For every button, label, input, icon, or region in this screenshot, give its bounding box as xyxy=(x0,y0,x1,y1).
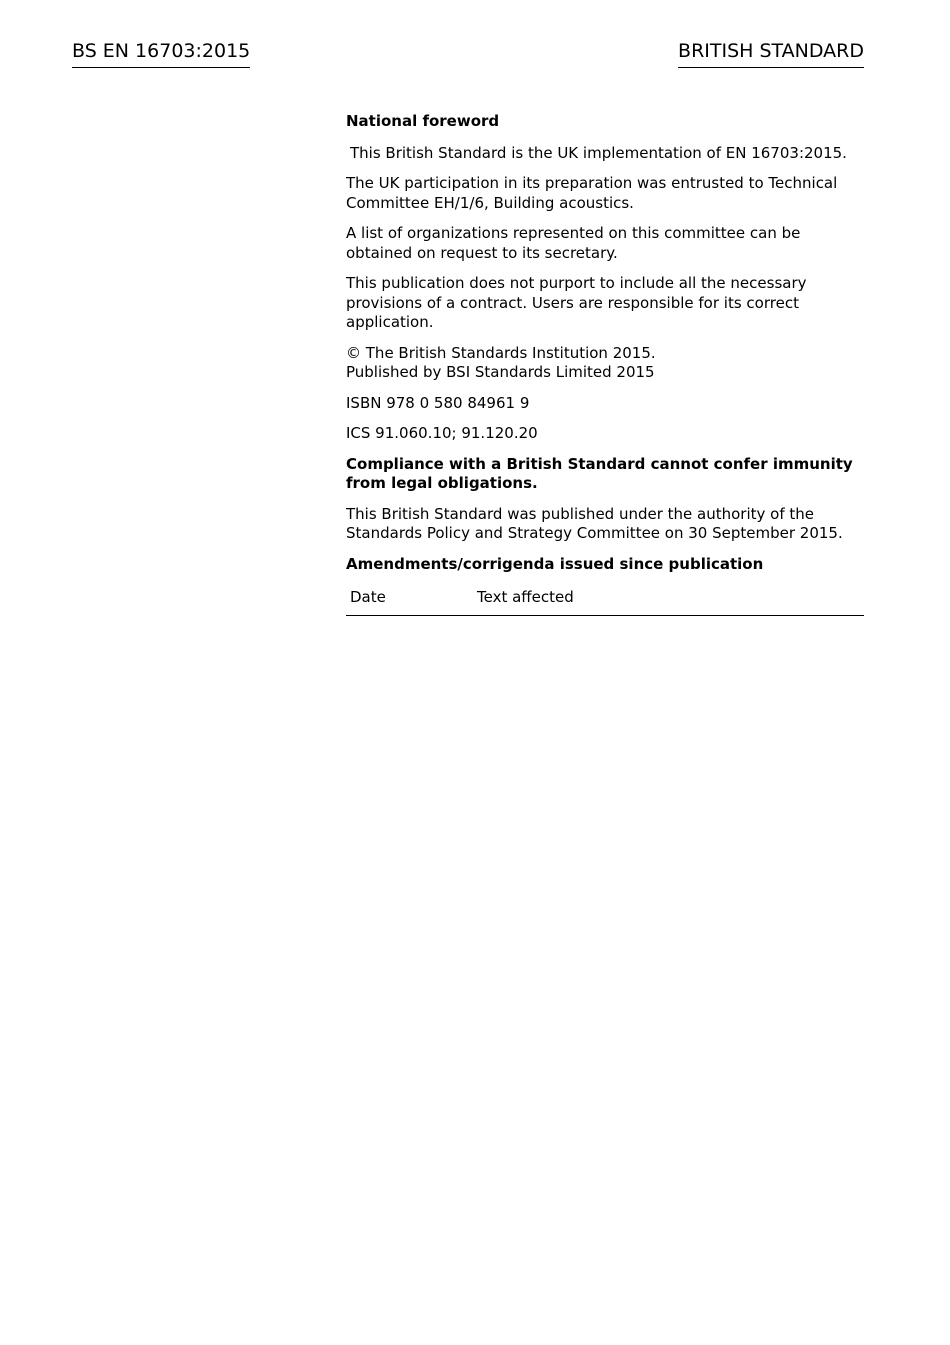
foreword-ics: ICS 91.060.10; 91.120.20 xyxy=(346,424,538,442)
foreword-authority: This British Standard was published under the authority of the Standards Policy and Strategy Committee on 30 September 2015. xyxy=(346,504,843,542)
publisher-line: Published by BSI Standards Limited 2015 xyxy=(346,363,655,381)
foreword-contract-disclaimer: This publication does not purport to include all the necessary provisions of a contract. Users are responsible for its correct application. xyxy=(346,274,807,331)
amendments-col-text: Text affected xyxy=(477,588,574,606)
foreword-compliance: Compliance with a British Standard cannot confer immunity from legal obligations. xyxy=(346,454,853,492)
amendments-table xyxy=(346,585,864,616)
amendments-heading: Amendments/corrigenda issued since publication xyxy=(346,554,764,573)
foreword-title: National foreword xyxy=(346,112,500,130)
copyright-line: © The British Standards Institution 2015. xyxy=(346,343,656,362)
header-publication-type: BRITISH STANDARD xyxy=(678,38,864,68)
amendments-col-date: Date xyxy=(350,588,386,606)
foreword-copyright xyxy=(346,344,866,383)
foreword-participation: The UK participation in its preparation was entrusted to Technical Committee EH/1/6, Building acoustics. xyxy=(346,174,838,212)
header-standard-number: BS EN 16703:2015 xyxy=(72,38,250,68)
foreword-organizations: A list of organizations represented on this committee can be obtained on request to its secretary. xyxy=(346,224,801,262)
foreword-implementation: This British Standard is the UK implementation of EN 16703:2015. xyxy=(350,143,847,162)
national-foreword xyxy=(346,112,866,616)
foreword-isbn: ISBN 978 0 580 84961 9 xyxy=(346,393,530,412)
